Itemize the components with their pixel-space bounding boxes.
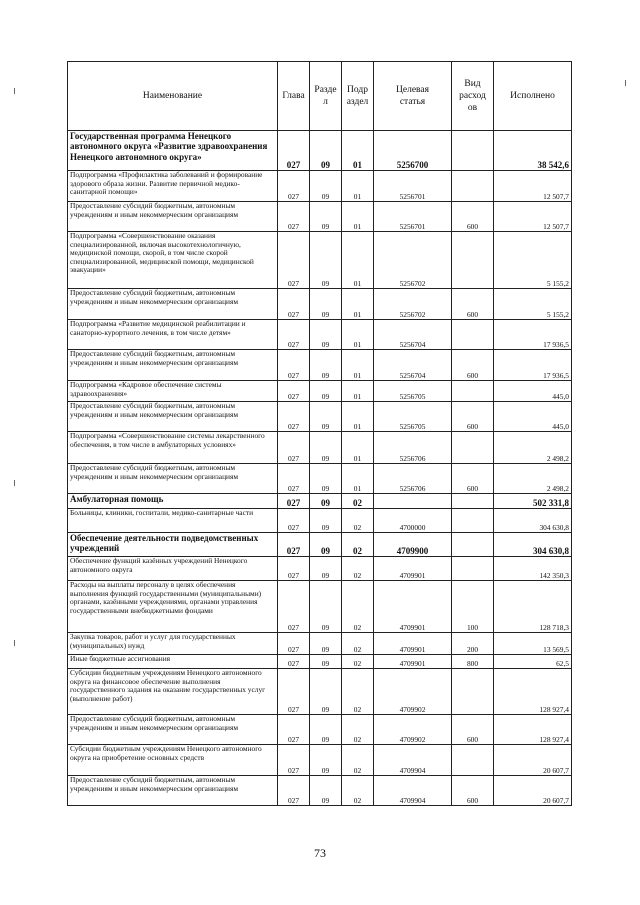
cell-chapter: 027: [278, 320, 310, 350]
table-row: [68, 557, 572, 581]
cell-name: Предоставление субсидий бюджетным, автономным учреждениям и иным некоммерческим организациям: [68, 289, 278, 320]
cell-expense: [452, 232, 494, 289]
table-row: [68, 669, 572, 715]
cell-name: Иные бюджетные ассигнования: [68, 655, 278, 669]
cell-expense: [452, 171, 494, 202]
table-row: [68, 533, 572, 557]
cell-section: 09: [310, 715, 342, 745]
cell-subsection: 01: [342, 171, 374, 202]
cell-executed: 445,0: [494, 381, 572, 402]
cell-target: 4709901: [374, 557, 452, 581]
cell-section: 09: [310, 509, 342, 533]
cell-target: 5256700: [374, 131, 452, 171]
table-row: [68, 320, 572, 350]
cell-name: Предоставление субсидий бюджетным, автономным учреждениям и иным некоммерческим организациям: [68, 776, 278, 806]
table-row: [68, 464, 572, 494]
cell-target: 4709900: [374, 533, 452, 557]
cell-chapter: 027: [278, 557, 310, 581]
cell-chapter: 027: [278, 381, 310, 402]
cell-name: Государственная программа Ненецкого автономного округа «Развитие здравоохранения Ненецкого автономного округа»: [68, 131, 278, 171]
table-row: [68, 350, 572, 381]
cell-target: 5256702: [374, 232, 452, 289]
cell-chapter: 027: [278, 633, 310, 655]
cell-chapter: 027: [278, 464, 310, 494]
cell-target: 4709902: [374, 715, 452, 745]
cell-section: 09: [310, 669, 342, 715]
cell-section: 09: [310, 350, 342, 381]
cell-section: 09: [310, 776, 342, 806]
cell-expense: 600: [452, 402, 494, 432]
table-body: [68, 131, 572, 806]
cell-expense: 600: [452, 715, 494, 745]
cell-expense: 600: [452, 776, 494, 806]
cell-subsection: 01: [342, 464, 374, 494]
cell-executed: 304 630,8: [494, 509, 572, 533]
cell-target: 5256706: [374, 432, 452, 464]
table-row: [68, 289, 572, 320]
cell-subsection: 02: [342, 509, 374, 533]
table-row: [68, 494, 572, 509]
cell-name: Субсидии бюджетным учреждениям Ненецкого автономного округа на финансовое обеспечение выполнения государственного задания на оказание государственных услуг (выполнение работ): [68, 669, 278, 715]
cell-section: 09: [310, 131, 342, 171]
cell-subsection: 01: [342, 202, 374, 232]
cell-subsection: 01: [342, 232, 374, 289]
cell-name: Подпрограмма «Развитие медицинской реабилитации и санаторно-курортного лечения, в том числе детям»: [68, 320, 278, 350]
table-row: [68, 202, 572, 232]
cell-chapter: 027: [278, 715, 310, 745]
cell-target: 5256705: [374, 402, 452, 432]
cell-expense: 600: [452, 464, 494, 494]
cell-target: 4709904: [374, 776, 452, 806]
cell-section: 09: [310, 533, 342, 557]
cell-name: Амбулаторная помощь: [68, 494, 278, 509]
cell-executed: 62,5: [494, 655, 572, 669]
cell-executed: 304 630,8: [494, 533, 572, 557]
cell-target: 4709902: [374, 669, 452, 715]
cell-target: 4700000: [374, 509, 452, 533]
cell-chapter: 027: [278, 402, 310, 432]
cell-target: 4709901: [374, 655, 452, 669]
cell-chapter: 027: [278, 232, 310, 289]
cell-executed: 17 936,5: [494, 350, 572, 381]
cell-executed: 20 607,7: [494, 745, 572, 776]
cell-section: 09: [310, 557, 342, 581]
cell-target: 5256704: [374, 350, 452, 381]
cell-name: Предоставление субсидий бюджетным, автономным учреждениям и иным некоммерческим организациям: [68, 202, 278, 232]
cell-target: 5256701: [374, 202, 452, 232]
cell-target: 5256704: [374, 320, 452, 350]
cell-name: Расходы на выплаты персоналу в целях обеспечения выполнения функций государственными (муниципальными) органами, казёнными учреждениями, органами управления государственными внебюджетными фондами: [68, 581, 278, 633]
cell-subsection: 01: [342, 402, 374, 432]
cell-target: 4709901: [374, 581, 452, 633]
header-chapter: Глава: [278, 62, 310, 131]
header-subsection: Подр аздел: [342, 62, 374, 131]
table-row: [68, 745, 572, 776]
cell-subsection: 02: [342, 581, 374, 633]
cell-name: Предоставление субсидий бюджетным, автономным учреждениям и иным некоммерческим организациям: [68, 402, 278, 432]
cell-subsection: 02: [342, 557, 374, 581]
cell-section: 09: [310, 202, 342, 232]
cell-target: 4709901: [374, 633, 452, 655]
cell-subsection: 01: [342, 350, 374, 381]
cell-executed: 142 350,3: [494, 557, 572, 581]
cell-subsection: 02: [342, 715, 374, 745]
cell-executed: 20 607,7: [494, 776, 572, 806]
table-row: [68, 381, 572, 402]
budget-table-container: [67, 61, 571, 806]
cell-executed: 5 155,2: [494, 232, 572, 289]
cell-expense: [452, 432, 494, 464]
table-row: [68, 776, 572, 806]
cell-section: 09: [310, 381, 342, 402]
cell-subsection: 01: [342, 289, 374, 320]
cell-chapter: 027: [278, 533, 310, 557]
cell-target: 5256706: [374, 464, 452, 494]
cell-expense: [452, 533, 494, 557]
cell-name: Предоставление субсидий бюджетным, автономным учреждениям и иным некоммерческим организациям: [68, 350, 278, 381]
cell-section: 09: [310, 402, 342, 432]
cell-expense: [452, 320, 494, 350]
cell-target: 5256705: [374, 381, 452, 402]
cell-name: Больницы, клиники, госпитали, медико-санитарные части: [68, 509, 278, 533]
cell-expense: [452, 669, 494, 715]
cell-expense: [452, 381, 494, 402]
cell-subsection: 02: [342, 745, 374, 776]
cell-chapter: 027: [278, 669, 310, 715]
table-row: [68, 509, 572, 533]
cell-chapter: 027: [278, 509, 310, 533]
cell-name: Подпрограмма «Совершенствование оказания специализированной, включая высокотехнологичную, медицинской помощи, скорой, в том числе скорой специализированной, медицинской помощи, медицинской эвакуации»: [68, 232, 278, 289]
cell-chapter: 027: [278, 655, 310, 669]
cell-section: 09: [310, 171, 342, 202]
cell-chapter: 027: [278, 581, 310, 633]
cell-executed: 13 569,5: [494, 633, 572, 655]
cell-name: Подпрограмма «Профилактика заболеваний и формирование здорового образа жизни. Развитие первичной медико-санитарной помощи»: [68, 171, 278, 202]
table-row: [68, 131, 572, 171]
cell-section: 09: [310, 633, 342, 655]
cell-subsection: 01: [342, 320, 374, 350]
cell-subsection: 02: [342, 494, 374, 509]
cell-executed: 445,0: [494, 402, 572, 432]
page-number: 73: [314, 846, 326, 860]
budget-table: [67, 61, 572, 806]
cell-section: 09: [310, 432, 342, 464]
header-expense: Вид расход ов: [452, 62, 494, 131]
table-row: [68, 715, 572, 745]
cell-subsection: 02: [342, 655, 374, 669]
cell-name: Подпрограмма «Совершенствование системы лекарственного обеспечения, в том числе в амбулаторных условиях»: [68, 432, 278, 464]
cell-chapter: 027: [278, 745, 310, 776]
cell-executed: 128 927,4: [494, 715, 572, 745]
cell-target: 4709904: [374, 745, 452, 776]
header-row: [68, 62, 572, 131]
cell-section: 09: [310, 745, 342, 776]
cell-executed: 128 927,4: [494, 669, 572, 715]
cell-name: Предоставление субсидий бюджетным, автономным учреждениям и иным некоммерческим организациям: [68, 715, 278, 745]
cell-chapter: 027: [278, 171, 310, 202]
cell-expense: 600: [452, 289, 494, 320]
table-row: [68, 171, 572, 202]
cell-subsection: 02: [342, 633, 374, 655]
cell-expense: [452, 557, 494, 581]
cell-chapter: 027: [278, 202, 310, 232]
cell-expense: 600: [452, 350, 494, 381]
cell-expense: [452, 509, 494, 533]
cell-section: 09: [310, 581, 342, 633]
cell-section: 09: [310, 232, 342, 289]
cell-name: Закупка товаров, работ и услуг для государственных (муниципальных) нужд: [68, 633, 278, 655]
cell-name: Предоставление субсидий бюджетным, автономным учреждениям и иным некоммерческим организациям: [68, 464, 278, 494]
cell-expense: 200: [452, 633, 494, 655]
cell-target: [374, 494, 452, 509]
header-target: Целевая статья: [374, 62, 452, 131]
cell-target: 5256702: [374, 289, 452, 320]
table-row: [68, 633, 572, 655]
cell-subsection: 02: [342, 669, 374, 715]
cell-section: 09: [310, 494, 342, 509]
cell-expense: 800: [452, 655, 494, 669]
cell-expense: [452, 131, 494, 171]
cell-executed: 17 936,5: [494, 320, 572, 350]
cell-expense: [452, 494, 494, 509]
cell-executed: 12 507,7: [494, 171, 572, 202]
cell-subsection: 01: [342, 131, 374, 171]
cell-executed: 128 718,3: [494, 581, 572, 633]
cell-section: 09: [310, 289, 342, 320]
cell-chapter: 027: [278, 494, 310, 509]
cell-name: Обеспечение функций казённых учреждений Ненецкого автономного округа: [68, 557, 278, 581]
cell-expense: 100: [452, 581, 494, 633]
cell-chapter: 027: [278, 350, 310, 381]
cell-chapter: 027: [278, 131, 310, 171]
cell-executed: 2 498,2: [494, 432, 572, 464]
header-executed: Исполнено: [494, 62, 572, 131]
table-row: [68, 581, 572, 633]
cell-section: 09: [310, 320, 342, 350]
cell-executed: 38 542,6: [494, 131, 572, 171]
cell-name: Подпрограмма «Кадровое обеспечение системы здравоохранения»: [68, 381, 278, 402]
cell-section: 09: [310, 464, 342, 494]
cell-executed: 2 498,2: [494, 464, 572, 494]
cell-target: 5256701: [374, 171, 452, 202]
cell-name: Обеспечение деятельности подведомственных учреждений: [68, 533, 278, 557]
table-row: [68, 655, 572, 669]
cell-name: Субсидии бюджетным учреждениям Ненецкого автономного округа на приобретение основных средств: [68, 745, 278, 776]
cell-chapter: 027: [278, 432, 310, 464]
table-row: [68, 432, 572, 464]
cell-expense: 600: [452, 202, 494, 232]
cell-chapter: 027: [278, 289, 310, 320]
cell-chapter: 027: [278, 776, 310, 806]
table-row: [68, 232, 572, 289]
cell-executed: 502 331,8: [494, 494, 572, 509]
cell-subsection: 01: [342, 432, 374, 464]
cell-subsection: 02: [342, 776, 374, 806]
cell-subsection: 02: [342, 533, 374, 557]
cell-executed: 12 507,7: [494, 202, 572, 232]
header-section: Разде л: [310, 62, 342, 131]
header-name: Наименование: [68, 62, 278, 131]
table-row: [68, 402, 572, 432]
cell-executed: 5 155,2: [494, 289, 572, 320]
cell-section: 09: [310, 655, 342, 669]
cell-expense: [452, 745, 494, 776]
cell-subsection: 01: [342, 381, 374, 402]
